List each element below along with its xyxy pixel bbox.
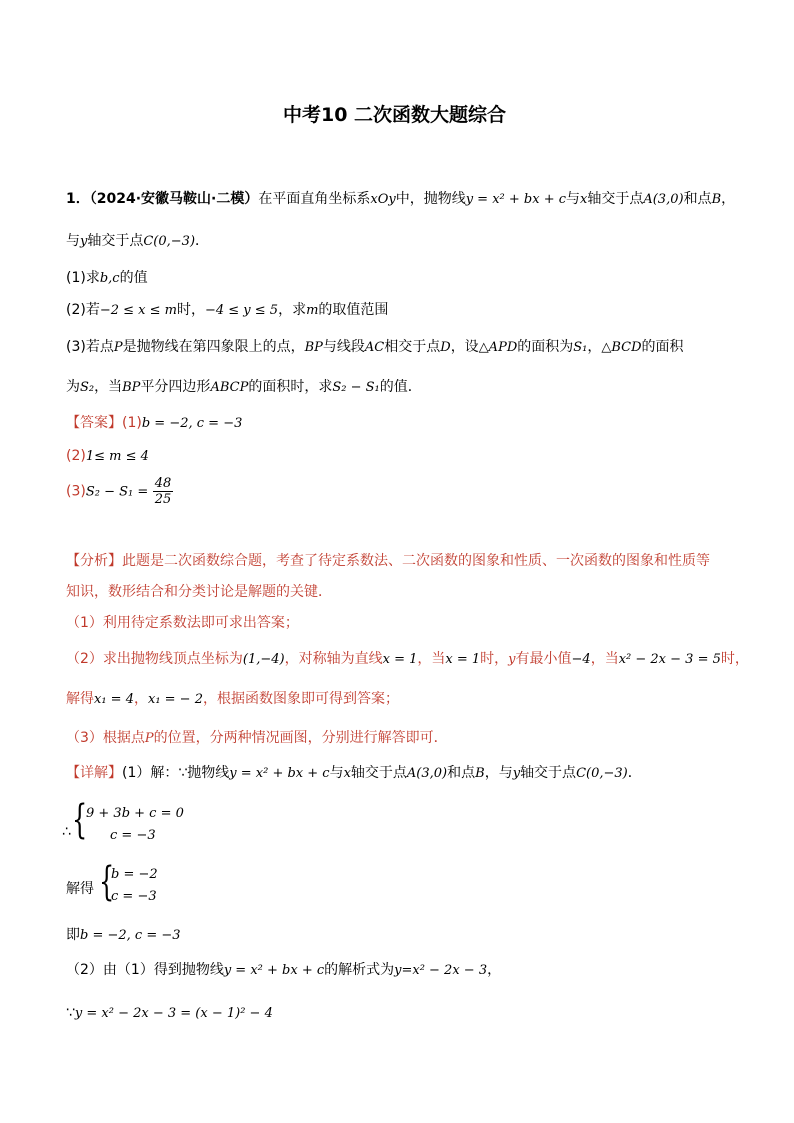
math: S₂ [80,380,95,395]
math: D [440,340,451,355]
system-1-eq-1: 9 + 3b + c = 0 [86,806,184,821]
math: x = 1 [445,652,481,667]
text: (2) [66,448,86,464]
math: y [512,766,521,781]
math: y = x² + bx + c [465,192,566,207]
math: A(3,0) [643,192,684,207]
text: ，设 [450,339,479,355]
math: −4 ≤ y ≤ 5 [204,303,279,318]
text: （2）求出抛物线顶点坐标为 [66,651,243,667]
text: （1）利用待定系数法即可求出答案； [66,615,299,631]
text: 解得 [66,691,94,707]
text: 的值． [379,379,422,395]
math: −4 [571,652,591,667]
math: P [144,731,154,746]
answer-line-1 [66,414,242,433]
text: ， [487,962,502,978]
question-source: （2024·安徽马鞍山·二模） [89,191,259,207]
math: x = 1 [382,652,418,667]
text: 此题是二次函数综合题，考查了待定系数法、二次函数的图象和性质、一次函数的图象和性质等 [122,553,710,569]
question-1-line-1 [66,190,735,209]
math: △BCD [601,340,642,355]
math: −2 ≤ x ≤ m [99,303,177,318]
text: 和点 [683,191,712,207]
text: 时， [720,651,749,667]
math: ABCP [210,380,249,395]
text: 即 [66,927,80,943]
analysis-p2-line-1 [66,650,749,669]
text: 与 [566,191,580,207]
math: AC [364,340,385,355]
math: b = −2, c = −3 [80,928,181,943]
math: b,c [99,271,120,286]
text: ，当 [590,651,619,667]
math: C(0,−3) [143,234,196,249]
math: 1≤ m ≤ 4 [85,449,149,464]
text: ． [627,765,642,781]
math: y = x² + bx + c [223,963,325,978]
text: (1）解：∵抛物线 [122,765,230,781]
text: 时， [480,651,509,667]
text: 是抛物线在第四象限上的点， [122,339,305,355]
text: 和点 [447,765,476,781]
math: S₂ − S₁ [332,380,380,395]
math: A(3,0) [406,766,448,781]
question-number: 1． [66,191,90,207]
text: 轴交于点 [87,233,144,249]
math: xOy [370,192,396,207]
part-3-line-2 [66,378,422,397]
text: ， [721,191,736,207]
text: ． [195,233,210,249]
text: ， [133,691,148,707]
text: 有最小值 [515,651,572,667]
text: 与线段 [322,339,365,355]
text: 的面积 [641,339,684,355]
part-1 [66,269,148,288]
math: x [580,192,588,207]
fraction [153,476,174,507]
text: 的位置，分两种情况画图，分别进行解答即可． [153,730,448,746]
text: ，与 [484,765,513,781]
analysis-p3 [66,729,448,748]
math: BP [122,380,141,395]
text: (2)若 [66,302,100,318]
system-2-eq-2: c = −3 [111,889,157,904]
math: S₂ − S₁ = [85,484,149,500]
text: 轴交于点 [520,765,577,781]
system-2-eq-1: b = −2 [111,867,158,882]
math: y [508,652,516,667]
text: 与 [66,233,80,249]
question-1-line-2 [66,232,209,251]
text: (3)若点 [66,339,114,355]
text: ，当 [417,651,446,667]
text: 的值 [119,270,148,286]
math: △APD [478,340,518,355]
text: 平分四边形 [140,379,211,395]
math: y=x² − 2x − 3 [394,963,488,978]
detail-ji-line [66,926,181,945]
text: 时， [176,302,205,318]
math: S₁ [573,340,588,355]
text: 轴交于点 [350,765,407,781]
text: ，当 [94,379,123,395]
math: C(0,−3) [576,766,628,781]
analysis-label: 【分析】 [66,553,122,569]
math: B [711,192,722,207]
left-brace: { [99,859,115,905]
math: y = x² + bx + c [229,766,330,781]
fraction-numerator: 48 [154,476,172,491]
text: （3）根据点 [66,730,145,746]
math: P [113,340,123,355]
detail-part-2-line-2 [66,1004,273,1023]
math: x₁ = 4 [94,692,134,707]
text: 的面积为 [517,339,574,355]
analysis-p1 [66,614,299,632]
text: ，求 [278,302,307,318]
text: ，根据函数图象即可得到答案； [202,691,399,707]
text: (3) [66,483,86,500]
part-3-line-1 [66,338,684,357]
analysis-line-1 [66,552,710,570]
answer-line-3 [66,476,173,507]
answer-line-2 [66,447,149,466]
answer-label: 【答案】 [66,415,122,431]
text: 与 [329,765,344,781]
text: 的取值范围 [318,302,389,318]
math: x₁ = − 2 [147,692,203,707]
system-1-eq-2: c = −3 [110,828,156,843]
solve-label: 解得 [66,881,94,897]
analysis-p2-line-2 [66,690,399,709]
math: BP [304,340,323,355]
math: B [475,766,485,781]
math: y [80,234,88,249]
math: x² − 2x − 3 = 5 [618,652,721,667]
math: y = x² − 2x − 3 = (x − 1)² − 4 [74,1006,273,1021]
text: 相交于点 [384,339,441,355]
text: 知识，数形结合和分类讨论是解题的关键． [66,584,332,600]
text: （2）由（1）得到抛物线 [66,962,224,978]
detail-line-1 [66,764,642,783]
text: (1) [122,415,142,431]
text: 的解析式为 [324,962,395,978]
part-2 [66,301,388,320]
text: ，对称轴为直线 [284,651,383,667]
text: ∵ [66,1005,75,1021]
math: b = −2, c = −3 [141,416,243,431]
analysis-line-2 [66,583,332,601]
detail-label: 【详解】 [66,765,122,781]
math: (1,−4) [242,652,285,667]
text: ， [587,339,602,355]
detail-part-2-line-1 [66,961,501,980]
text: 在平面直角坐标系 [258,191,371,207]
page-title: 中考10 二次函数大题综合 [283,104,507,126]
text: (1)求 [66,270,100,286]
text: 中，抛物线 [395,191,466,207]
therefore-symbol: ∴ [62,824,71,840]
math: x [343,766,351,781]
text: 轴交于点 [587,191,644,207]
text: 为 [66,379,80,395]
math: m [306,303,319,318]
fraction-denominator: 25 [154,492,172,507]
left-brace: { [72,797,88,843]
text: 的面积时，求 [248,379,333,395]
